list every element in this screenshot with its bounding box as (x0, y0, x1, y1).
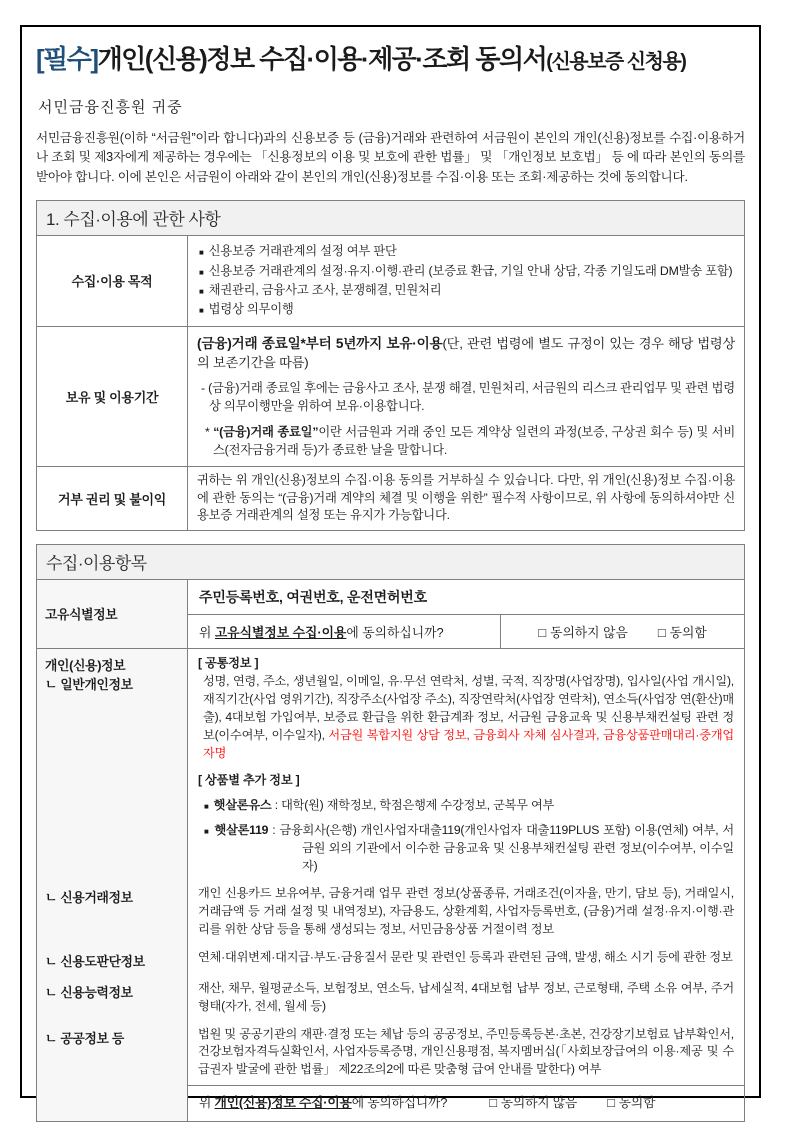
section1-header: 1. 수집·이용에 관한 사항 (37, 201, 744, 236)
general-info-label (37, 649, 187, 882)
purpose-bullet (197, 243, 735, 260)
credit-capacity-row (37, 976, 744, 1022)
section1-table (36, 200, 745, 530)
refusal-content: 귀하는 위 개인(신용)정보의 수집·이용 동의를 거부하실 수 있습니다. 다만, 위 개인(신용)정보 수집·이용에 관한 동의는 “(금융)거래 계약의 체결 및 이행을 위한” 필수적 사항이므로, 위 사항에 동의하셔야만 신용보증 거래관계의 설정 또는 유지가 가능합니다. (187, 467, 744, 529)
creditworthiness-content: 연체·대위변제·대지급·부도·금융질서 문란 및 관련인 등록과 관련된 금액, 발생, 해소 시기 등에 관한 정보 (187, 945, 744, 976)
credit-capacity-label: ㄴ 신용능력정보 (37, 976, 187, 1022)
personal-info-block (37, 648, 744, 1121)
agree-option-label: 동의함 (618, 1094, 656, 1110)
square-bullet-icon: ■ (199, 306, 204, 316)
public-info-content: 법원 및 공공기관의 재판·결정 또는 체납 등의 공공정보, 주민등록등본·초본, 건강장기보험료 납부확인서, 건강보험자격득실확인서, 사업자등록증명, 개인신용평점, 복지멤버십(「사회보장급여의 이용·제공 및 수급권자 발굴에 관한 법률」 제22조의2에 따른 맞춤형 급여 안내를 말한다) 여부 (187, 1022, 744, 1085)
disagree-option-label: 동의하지 않음 (500, 1094, 578, 1110)
common-info-text: 성명, 연령, 주소, 생년월일, 이메일, 유·무선 연락처, 성별, 국적, 직장명(사업장명), 입사일(사업 개시일), 재직기간(사업 영위기간), 직장주소(사업장 주소), 직장연락처(사업장 연락처), 연소득(사업장 연(환산)매출), 4대보험 가입여부, 보증료 환급을 위한 환급계좌 정보, 서금원 금융교육 및 신용부채컨설팅 관련 정보(이수여부, 이수일자), (203, 674, 734, 742)
unique-id-consent-question (187, 615, 500, 648)
purpose-bullet-text: 채권관리, 금융사고 조사, 분쟁해결, 민원처리 (208, 282, 442, 297)
checkbox-icon[interactable]: □ (538, 624, 547, 640)
sunshine-119-text: : 금융회사(은행) 개인사업자대출119(개인사업자 대출119PLUS 포함) 이용(연체) 여부, 서금원 외의 기관에서 이수한 금융교육 및 신용부채컨설팅 관련 정보(이수여부, 이수일자) (268, 823, 735, 873)
unique-id-label: 고유식별정보 (37, 580, 187, 648)
title-suffix: (신용보증 신청용) (546, 51, 686, 73)
retention-lead (197, 334, 735, 372)
purpose-bullet-text: 법령상 의무이행 (208, 302, 294, 317)
square-bullet-icon: ■ (199, 248, 204, 258)
unique-id-row (37, 580, 744, 648)
title-main: 개인(신용)정보 수집·이용·제공·조회 동의서 (97, 44, 547, 74)
required-tag: [필수] (36, 44, 98, 74)
personal-disagree-checkbox[interactable] (489, 1094, 577, 1113)
question-suffix: 에 동의하십니까? (351, 1095, 448, 1111)
unique-id-items: 주민등록번호, 여권번호, 운전면허번호 (187, 580, 744, 614)
personal-agree-checkbox[interactable] (607, 1094, 655, 1113)
personal-consent-question (199, 1094, 447, 1113)
unique-id-agree-checkbox[interactable] (658, 622, 707, 641)
retention-note1: - (금융)거래 종료일 후에는 금융사고 조사, 분쟁 해결, 민원처리, 서금원의 리스크 관리업무 및 관련 법령상 의무이행만을 위하여 보유·이용합니다. (201, 381, 735, 413)
unique-id-consent-options (500, 615, 744, 648)
general-info-sublabel: ㄴ 일반개인정보 (45, 676, 133, 692)
disagree-option-label: 동의하지 않음 (550, 624, 628, 640)
product-info-heading: [ 상품별 추가 정보 ] (198, 773, 300, 788)
personal-consent-empty-label (37, 1085, 187, 1121)
checkbox-icon[interactable]: □ (657, 624, 666, 640)
purpose-bullet (197, 282, 735, 299)
question-prefix: 위 (199, 1095, 215, 1111)
credit-transaction-row (37, 881, 744, 944)
purpose-row (37, 236, 744, 326)
retention-note2-rest: 이란 서금원과 거래 중인 모든 계약상 일련의 과정(보증, 구상권 회수 등) 및 서비스(전자금융거래 등)가 종료한 날을 말합니다. (213, 425, 735, 457)
creditworthiness-label: ㄴ 신용도판단정보 (37, 945, 187, 976)
consent-document-frame (20, 25, 761, 1111)
checkbox-icon[interactable]: □ (489, 1094, 497, 1110)
common-info-red-text: 서금원 복합지원 상담 정보, 금융회사 자체 심사결과, 금융상품판매대리·중개업자명 (203, 727, 735, 760)
sunshine-youth-label: 햇살론유스 (213, 798, 272, 813)
retention-note2-prefix: * (205, 425, 214, 440)
square-bullet-icon: ■ (204, 802, 209, 812)
sunshine-119-item (198, 822, 734, 875)
credit-transaction-label: ㄴ 신용거래정보 (37, 881, 187, 944)
question-prefix: 위 (199, 624, 215, 640)
unique-id-consent-row (187, 614, 744, 648)
refusal-row (37, 466, 744, 529)
sunshine-119-label: 햇살론119 (214, 823, 269, 837)
credit-capacity-content: 재산, 채무, 월평균소득, 보험정보, 연소득, 납세실적, 4대보험 납부 정보, 근로형태, 주택 소유 여부, 주거형태(자가, 전세, 월세 등) (187, 976, 744, 1022)
recipient-line: 서민금융진흥원 귀중 (38, 98, 183, 116)
personal-consent-content (187, 1085, 744, 1121)
credit-transaction-content: 개인 신용카드 보유여부, 금융거래 업무 관련 정보(상품종류, 거래조건(이자율, 만기, 담보 등), 거래일시, 거래금액 등 거래 설정 및 내역정보), 자금용도, 상환계획, 사업자등록번호, (금융)거래 설정·유지·이행·관리를 위한 상담 등을 통해 생성되는 정보, 서민금융상품 거절이력 정보 (187, 881, 744, 944)
unique-id-right-column (187, 580, 744, 648)
public-info-label: ㄴ 공공정보 등 (37, 1022, 187, 1085)
square-bullet-icon: ■ (204, 827, 210, 836)
retention-note2 (205, 424, 735, 459)
general-info-row (37, 649, 744, 882)
public-info-row (37, 1022, 744, 1085)
checkbox-icon[interactable]: □ (607, 1094, 615, 1110)
purpose-bullet (197, 301, 735, 318)
personal-consent-row (37, 1085, 744, 1121)
question-suffix: 에 동의하십니까? (346, 624, 444, 640)
refusal-label: 거부 권리 및 불이익 (58, 491, 166, 507)
page-title (36, 43, 745, 76)
common-info-heading: [ 공통정보 ] (198, 655, 259, 670)
retention-label: 보유 및 이용기간 (65, 390, 159, 405)
creditworthiness-row (37, 945, 744, 976)
general-info-content (187, 649, 744, 882)
retention-lead-tail: (단, 관련 법령에 별도 규정이 있는 경우 해당 법령상의 보존기간을 따름) (197, 335, 735, 370)
personal-info-main-label: 개인(신용)정보 (45, 657, 126, 673)
purpose-label: 수집·이용 목적 (71, 274, 153, 290)
personal-consent-options (489, 1094, 655, 1113)
square-bullet-icon: ■ (199, 267, 204, 277)
retention-row (37, 326, 744, 466)
retention-lead-bold: (금융)거래 종료일*부터 5년까지 보유·이용 (197, 335, 443, 351)
sunshine-youth-text: : 대학(원) 재학정보, 학점은행제 수강정보, 군복무 여부 (271, 798, 555, 813)
retention-note2-bold: “(금융)거래 종료일” (213, 425, 319, 440)
purpose-bullet-text: 신용보증 거래관계의 설정 여부 판단 (208, 244, 397, 259)
square-bullet-icon: ■ (199, 286, 204, 296)
section2-header: 수집·이용항목 (37, 545, 744, 580)
agree-option-label: 동의함 (669, 624, 707, 640)
question-target-underlined: 개인(신용)정보 수집·이용 (214, 1095, 352, 1111)
purpose-content (187, 236, 744, 326)
question-target-underlined: 고유식별정보 수집·이용 (214, 624, 347, 640)
purpose-bullet-text: 신용보증 거래관계의 설정·유지·이행·관리 (보증료 환급, 기일 안내 상담, 각종 기일도래 DM발송 포함) (208, 263, 733, 278)
section2-table (36, 544, 745, 1122)
retention-content (187, 327, 744, 466)
purpose-bullet (197, 263, 735, 280)
intro-paragraph: 서민금융진흥원(이하 “서금원”이라 합니다)과의 신용보증 등 (금융)거래와 관련하여 서금원이 본인의 개인(신용)정보를 수집·이용하거나 조회 및 제3자에게 제공하는 경우에는 「신용정보의 이용 및 보호에 관한 법률」 및 「개인정보 보호법」 등 에 따라 본인의 동의를 받아야 합니다. 이에 본인은 서금원이 아래와 같이 본인의 개인(신용)정보를 수집·이용 또는 조회·제공하는 것에 동의합니다. (36, 130, 745, 184)
common-info-body (198, 673, 734, 762)
unique-id-disagree-checkbox[interactable] (538, 622, 628, 641)
sunshine-youth-item (198, 797, 734, 815)
